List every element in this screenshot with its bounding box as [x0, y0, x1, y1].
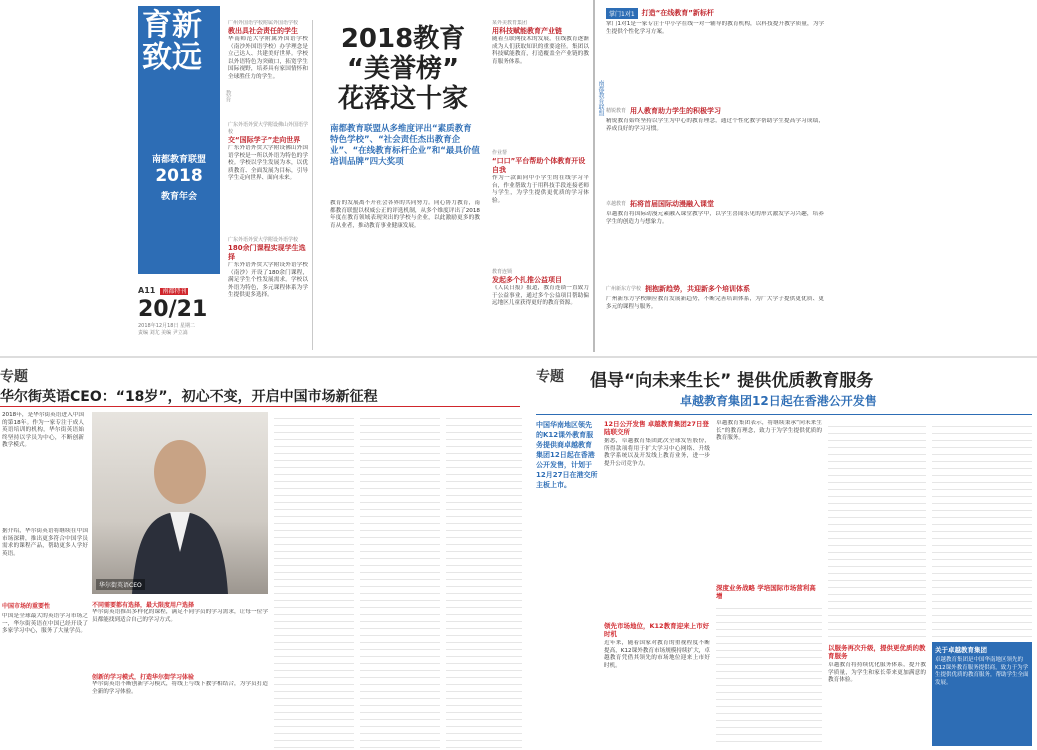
left-col3 [492, 20, 589, 350]
br-col2 [716, 420, 822, 748]
bl-col-d [360, 412, 440, 748]
col4-s2-head: 用人教育助力学生的积极学习 [630, 107, 722, 115]
issue-label: A11 [138, 286, 156, 295]
bottom-right-headline: 倡导“向未来生长” 提供优质教育服务 [590, 371, 874, 391]
col1-s3-title: 广东外语外贸大学附设外语学校 [228, 237, 299, 243]
br-lead: 中国华南地区领先的K12课外教育服务提供商卓越教育集团12日起在香港公开发售，计划于12月27日在港交所主板上市。 [536, 421, 598, 489]
spine-text: 南都教育联盟 [597, 80, 604, 116]
col3-s2-title: 作业帮 [492, 150, 508, 156]
masthead-line1: 南都教育联盟 [151, 155, 206, 165]
bl-body3: 华尔街英语推出多样化的课程，满足不同学员的学习需求，让每一位学员都能找到适合自己的学习方式。 [92, 609, 268, 623]
issue-date: 20/21 [138, 297, 208, 322]
left-col4 [606, 8, 824, 350]
about-box [932, 642, 1032, 746]
bl-sub3: 创新的学习模式，打造华尔街学习体验 [92, 674, 195, 681]
bl-col-b [92, 600, 268, 748]
page-break [0, 356, 1037, 358]
issue-sub: 2018年12月18日 星期二 [138, 323, 196, 329]
photo-caption: 华尔街英语CEO [96, 579, 145, 590]
issue-block [138, 278, 220, 353]
about-box-body: 卓越教育集团是中国华南地区领先的K12课外教育服务提供商，致力于为学生提供优质的教育服务，帮助学生全面发展。 [935, 657, 1029, 686]
bl-body1: 据介绍，华尔街英语将继续在中国市场深耕，推出更多符合中国学员需求的课程产品，帮助更多人学好英语。 [2, 528, 88, 557]
col3-s3-body: 《人民日报》报道，教育连锁一直致力于公益事业，通过多个公益项目帮助偏远地区儿童获得更好的教育资源。 [492, 285, 589, 307]
col4-s4-head: 拥抱新趋势，共迎新多个培训体系 [645, 285, 751, 293]
issue-editors: 责编 刘尤 美编 尹立嵩 [138, 330, 188, 336]
about-box-title: 关于卓越教育集团 [935, 646, 987, 654]
main-headline [318, 24, 488, 114]
divider [536, 414, 1032, 415]
br-col2-body: 近年来，随着国家对教育的重视程度不断提高，K12课外教育市场规模持续扩大，卓越教育凭借其领先的市场地位迎来上市好时机。 [604, 640, 710, 669]
bl-col-a [2, 528, 88, 748]
col4-s2-body: 精锐教育始终坚持以学生为中心的教育理念，通过个性化教学帮助学生提高学习成绩，养成良好的学习习惯。 [606, 118, 824, 132]
masthead [138, 6, 220, 274]
col3-s2-head: “口口”平台帮助个体教育开设自我 [492, 157, 586, 174]
br-col3-head: 深度业务战略 学培国际市场营利高增 [716, 584, 816, 600]
col1-s2-body: 广东外语外贸大学附设佛山外国语学校是一所以外语为特色的学校。学校以学生发展为本，以优质教育、全面发展为目标，引导学生走向世界、面向未来。 [228, 145, 308, 182]
col1-s3-head: 180余门课程实现学生选择 [228, 244, 306, 261]
headline-sub: 南都教育联盟从多维度评出“素质教育特色学校”、“社会责任杰出教育企业”、“在线教育标杆企业”和“最具价值培训品牌”四大奖项 [330, 124, 480, 167]
col1-s1-head: 教出具社会责任的学生 [228, 27, 298, 35]
col4-s4-body: 广州新东方学校顺应教育发展新趋势，不断完善培训体系，为广大学子提供更优质、更多元的课程与服务。 [606, 296, 824, 310]
bottom-left-headline: 华尔街英语CEO：“18岁”，初心不变，开启中国市场新征程 [0, 389, 378, 405]
headline-body: 教育的发展离不开社会各界的共同努力。同心协力教育，南都教育联盟以权威公正的评选机制，从多个维度评出了2018年度在教育领域表现突出的学校与企业，以此激励更多的教育从业者，推动教育事业健康发展。 [330, 200, 480, 229]
bl-col-e [446, 412, 522, 748]
br-col3-filler [828, 420, 926, 640]
col4-s3-head: 拓将首届国际动漫融入课堂 [630, 200, 715, 208]
person-icon [92, 412, 268, 594]
page-spine [593, 0, 595, 352]
masthead-year: 2018 [155, 166, 203, 186]
col3-s3-head: 发起多个扎推公益项目 [492, 276, 562, 284]
bottom-left-tag: 专题 [0, 369, 28, 385]
col1-s1-title: 广州外国语学校附属外国语学校 [228, 20, 299, 26]
col1-s1-body: 华南师范大学附属外国语学校（南沙外国语学校）办学理念是立己达人、共建美好世界。学校以外语特色为突破口，拓宽学生国际视野，培养具有家国情怀和全球胜任力的学生。 [228, 36, 308, 80]
col1-s2-title: 广东外语外贸大学附设佛山外国语学校 [228, 122, 308, 135]
col3-s1-title: 某外美教育集团 [492, 20, 528, 26]
col1-s3-body: 广东外语外贸大学附设外语学校（南沙）开设了180余门课程，满足学生个性发展需求。学校以外语为特色，多元课程体系为学生提供更多选择。 [228, 262, 308, 299]
col4-s2-title: 精锐教育 [606, 108, 627, 114]
bl-sub1: 中国市场的重要性 [2, 603, 51, 610]
ceo-photo [92, 412, 268, 594]
br-col4-body: 卓越教育将持续优化服务体系，提升教学质量，为学生和家长带来更加满意的教育体验。 [828, 662, 926, 684]
br-col3-fill [716, 602, 822, 742]
divider [312, 20, 313, 350]
col4-s1-body: 掌门1对1是一家专注于中小学在线一对一辅导的教育机构，以科技提升教学质量，为学生提供个性化学习方案。 [606, 21, 824, 35]
col3-s1-head: 用科技赋能教育产业链 [492, 27, 562, 35]
bl-intro: 2018年，是华尔街英语进入中国的第18年。作为一家专注于成人英语培训的机构，华尔街英语始终坚持以学员为中心，不断创新教学模式。 [2, 412, 84, 449]
left-col1 [228, 20, 308, 350]
divider [0, 406, 520, 407]
col4-top-label: 掌门1对1 [606, 8, 638, 19]
masthead-side-label: 教育 [224, 90, 231, 102]
br-col4 [932, 420, 1032, 638]
br-col3-body: 卓越教育集团表示，将继续秉承“向未来生长”的教育理念，致力于为学生提供优质的教育服务。 [716, 420, 822, 442]
br-col1-body: 据悉，卓越教育集团此次全球发售股份，所得款项将用于扩大学习中心网络、升级教学系统以及开发线上教育业务，进一步提升公司竞争力。 [604, 438, 710, 467]
masthead-line3: 教育年会 [160, 192, 197, 202]
headline-l2: “美誉榜” [346, 54, 460, 84]
col4-s3-body: 卓越教育将国际动漫元素融入课堂教学中，以学生喜闻乐见的形式激发学习兴趣，培养学生的创造力与想象力。 [606, 211, 824, 225]
bl-body2: 中国是全球最大的英语学习市场之一，华尔街英语在中国已经开设了多家学习中心，服务了大量学员。 [2, 613, 88, 635]
br-col1 [604, 420, 710, 748]
bl-sub2: 不同需要都有选择，最大限度用户选择 [92, 602, 195, 609]
bottom-right-subhead: 卓越教育集团12日起在香港公开发售 [680, 394, 877, 408]
issue-badge: 南都特刊 [162, 288, 187, 295]
bl-col-c [274, 412, 354, 748]
br-col4-head: 以服务再次升级，提供更优质的教育服务 [828, 644, 926, 660]
col3-s1-body: 随着互联网技术的发展，在线教育逐渐成为人们获取知识的重要途径。集团以科技赋能教育，打造覆盖全产业链的教育服务体系。 [492, 36, 589, 65]
col4-s4-title: 广州新东方学校 [606, 286, 642, 292]
col1-s2-head: 交“国际学子”走向世界 [228, 136, 301, 144]
headline-l3: 花落这十家 [337, 84, 468, 114]
col3-s2-body: 作为一款面向中小学生的在线学习平台，作业帮致力于用科技手段连接老师与学生，为学生提供更优质的学习体验。 [492, 175, 589, 204]
headline-l1: 2018教育 [340, 24, 466, 54]
br-col3 [828, 420, 926, 748]
br-col2-head: 领先市场地位，K12教育迎来上市好时机 [604, 622, 710, 638]
br-col1-title: 12日公开发售 卓越教育集团27日登陆联交所 [604, 420, 709, 436]
col4-s3-title: 卓越教育 [606, 201, 627, 207]
bottom-right-tag: 专题 [536, 369, 564, 385]
col3-s3-title: 教育连锁 [492, 269, 513, 275]
col4-s1-head: 打造“在线教育”新标杆 [641, 9, 714, 17]
masthead-big-chars: 育新致远 [142, 8, 202, 75]
bl-body4: 华尔街英语不断创新学习模式，将线上与线下教学相结合，为学员打造全新的学习体验。 [92, 681, 268, 695]
